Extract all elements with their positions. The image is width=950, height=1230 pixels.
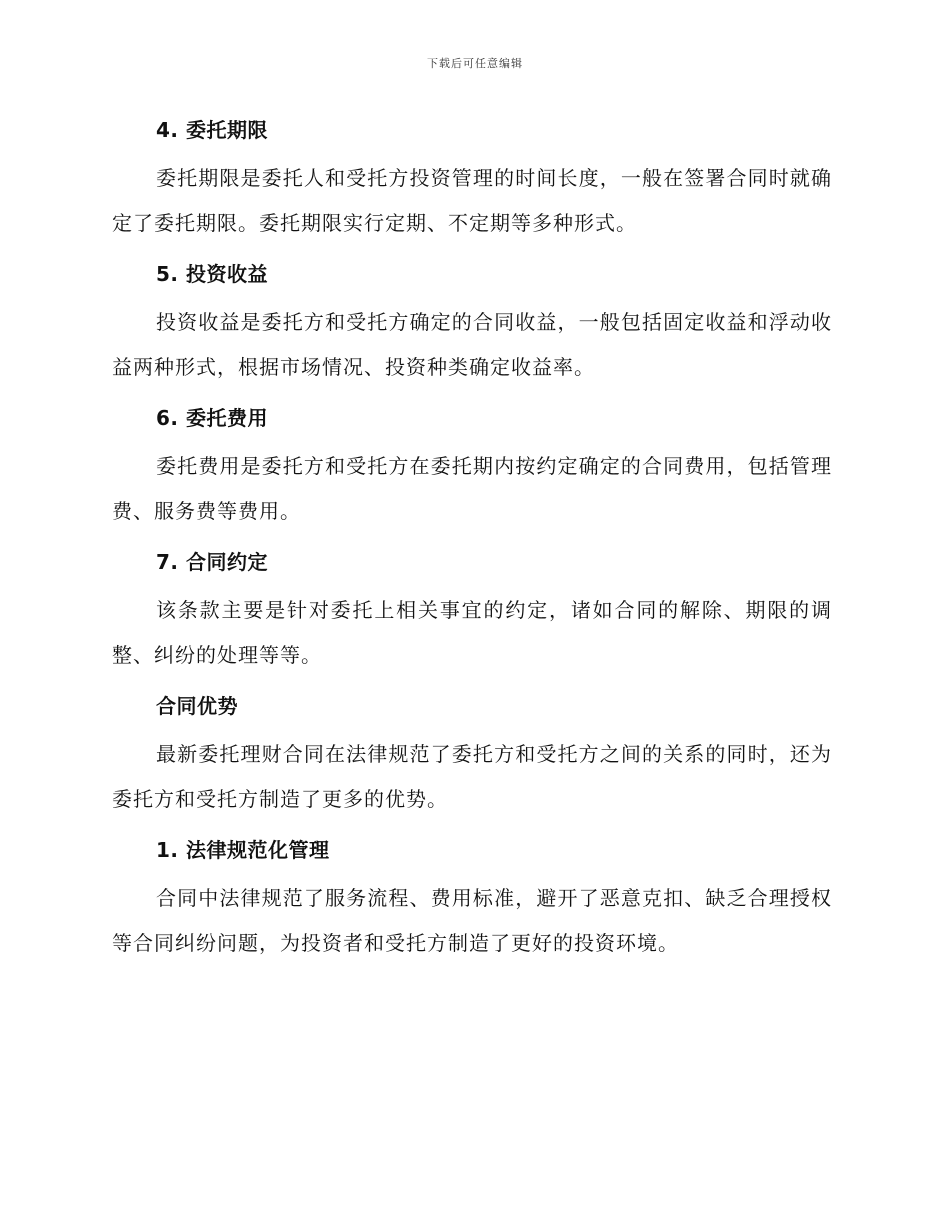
section <box>112 830 832 966</box>
section <box>112 254 832 390</box>
section-paragraph: 该条款主要是针对委托上相关事宜的约定，诸如合同的解除、期限的调整、纠纷的处理等等。 <box>112 598 832 667</box>
section-heading: 5. 投资收益 <box>156 262 268 286</box>
section-paragraph: 委托期限是委托人和受托方投资管理的时间长度，一般在签署合同时就确定了委托期限。委托期限实行定期、不定期等多种形式。 <box>112 166 832 235</box>
section-heading: 1. 法律规范化管理 <box>156 838 330 862</box>
section-paragraph: 委托费用是委托方和受托方在委托期内按约定确定的合同费用，包括管理费、服务费等费用。 <box>112 454 832 523</box>
section-paragraph: 最新委托理财合同在法律规范了委托方和受托方之间的关系的同时，还为委托方和受托方制造了更多的优势。 <box>112 742 832 811</box>
section <box>112 542 832 678</box>
section-heading: 4. 委托期限 <box>156 118 268 142</box>
header-note: 下载后可任意编辑 <box>427 57 523 70</box>
section-paragraph: 合同中法律规范了服务流程、费用标准，避开了恶意克扣、缺乏合理授权等合同纠纷问题，为投资者和受托方制造了更好的投资环境。 <box>112 886 832 955</box>
section <box>112 686 832 822</box>
section-heading: 6. 委托费用 <box>156 406 268 430</box>
section-heading: 7. 合同约定 <box>156 550 268 574</box>
section-paragraph: 投资收益是委托方和受托方确定的合同收益，一般包括固定收益和浮动收益两种形式，根据市场情况、投资种类确定收益率。 <box>112 310 832 379</box>
section <box>112 110 832 246</box>
document-body <box>112 110 832 974</box>
section-heading: 合同优势 <box>156 694 238 718</box>
section <box>112 398 832 534</box>
